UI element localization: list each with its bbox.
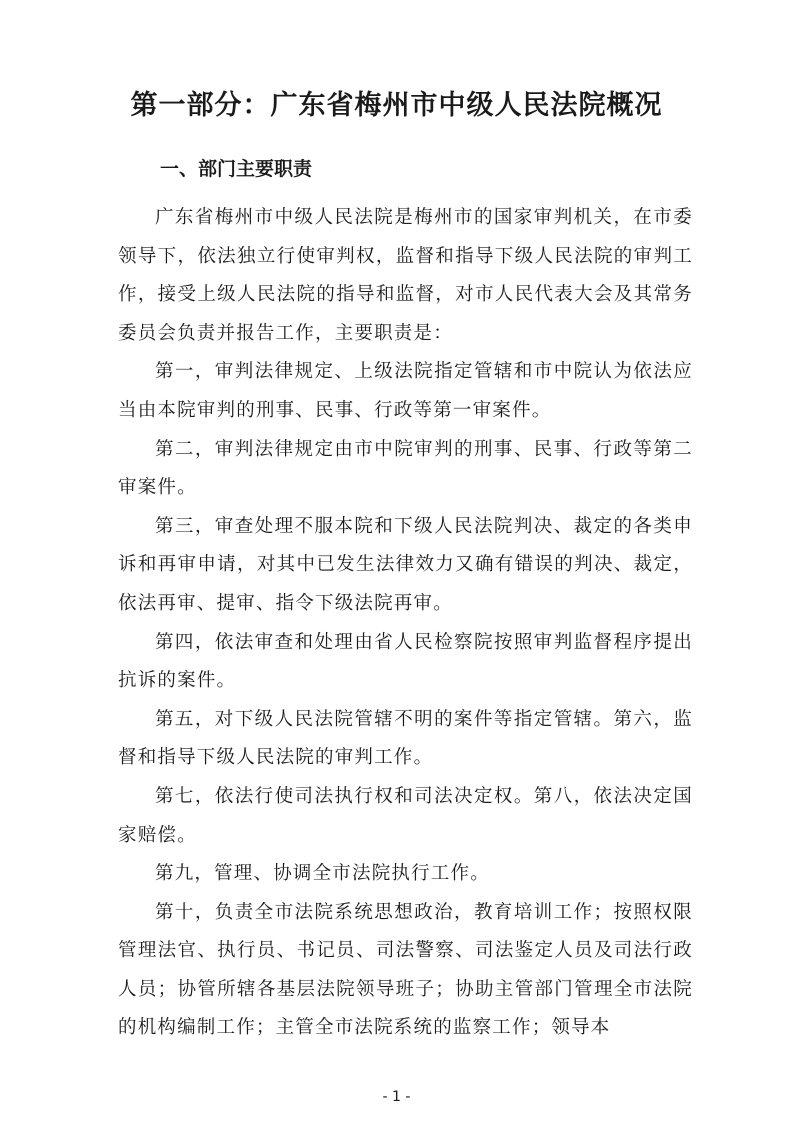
paragraph-duty-5-6: 第五，对下级人民法院管辖不明的案件等指定管辖。第六，监督和指导下级人民法院的审判工作。	[118, 708, 693, 769]
page-title: 第一部分：广东省梅州市中级人民法院概况	[130, 90, 663, 121]
page-number: - 1 -	[382, 1089, 411, 1105]
paragraph-duty-10: 第十，负责全市法院系统思想政治，教育培训工作；按照权限管理法官、执行员、书记员、司法警察、司法鉴定人员及司法行政人员；协管所辖各基层法院领导班子；协助主管部门管理全市法院的机构编制工作；主管全市法院系统的监察工作；领导本	[118, 901, 693, 1039]
body-text	[118, 199, 693, 1048]
paragraph-duty-4: 第四，依法审查和处理由省人民检察院按照审判监督程序提出抗诉的案件。	[118, 631, 693, 692]
section-heading: 一、部门主要职责	[160, 158, 313, 180]
paragraph-duty-2: 第二，审判法律规定由市中院审判的刑事、民事、行政等第二审案件。	[118, 438, 693, 499]
paragraph-intro: 广东省梅州市中级人民法院是梅州市的国家审判机关，在市委领导下，依法独立行使审判权，监督和指导下级人民法院的审判工作，接受上级人民法院的指导和监督，对市人民代表大会及其常务委员会负责并报告工作，主要职责是：	[118, 207, 693, 344]
paragraph-duty-9: 第九，管理、协调全市法院执行工作。	[155, 863, 490, 885]
paragraph-duty-7-8: 第七，依法行使司法执行权和司法决定权。第八，依法决定国家赔偿。	[118, 785, 693, 846]
paragraph-duty-3: 第三，审查处理不服本院和下级人民法院判决、裁定的各类申诉和再审申请，对其中已发生法律效力又确有错误的判决、裁定，依法再审、提审、指令下级法院再审。	[118, 515, 693, 614]
paragraph-duty-1: 第一，审判法律规定、上级法院指定管辖和市中院认为依法应当由本院审判的刑事、民事、行政等第一审案件。	[118, 361, 693, 421]
